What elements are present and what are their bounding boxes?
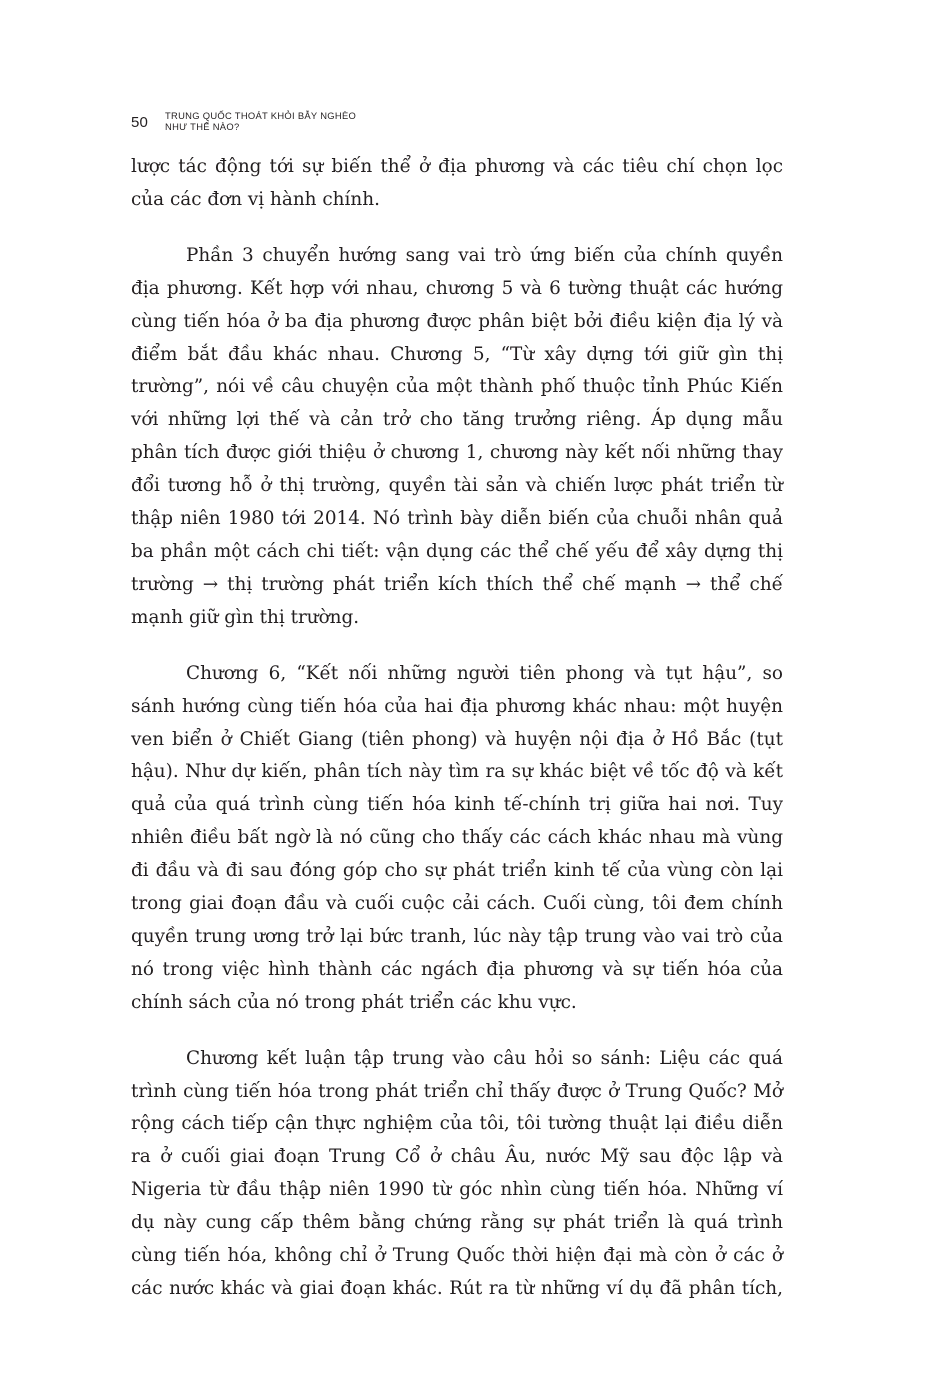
paragraph-continued: lược tác động tới sự biến thể ở địa phương và các tiêu chí chọn lọc của các đơn vị hành chính. bbox=[131, 156, 783, 210]
book-title-line-1: TRUNG QUỐC THOÁT KHỎI BẪY NGHÈO bbox=[165, 110, 357, 121]
book-title-line-2: NHƯ THẾ NÀO? bbox=[165, 121, 240, 132]
book-title bbox=[165, 110, 356, 132]
paragraph-chapter-6: Chương 6, “Kết nối những người tiên phong và tụt hậu”, so sánh hướng cùng tiến hóa của hai địa phương khác nhau: một huyện ven biển ở Chiết Giang (tiên phong) và huyện nội địa ở Hồ Bắc (tụt hậu). Như dự kiến, phân tích này tìm ra sự khác biệt về tốc độ và kết quả của quá trình cùng tiến hóa kinh tế-chính trị giữa hai nơi. Tuy nhiên điều bất ngờ là nó cũng cho thấy các cách khác nhau mà vùng đi đầu và đi sau đóng góp cho sự phát triển kinh tế của vùng còn lại trong giai đoạn đầu và cuối cuộc cải cách. Cuối cùng, tôi đem chính quyền trung ương trở lại bức tranh, lúc này tập trung vào vai trò của nó trong việc hình thành các ngách địa phương và sự tiến hóa của chính sách của nó trong phát triển các khu vực. bbox=[131, 662, 783, 1013]
body-text bbox=[131, 151, 783, 1306]
page-number: 50 bbox=[131, 114, 149, 131]
paragraph-part-3: Phần 3 chuyển hướng sang vai trò ứng biến của chính quyền địa phương. Kết hợp với nhau, chương 5 và 6 tường thuật các hướng cùng tiến hóa ở ba địa phương được phân biệt bởi điều kiện địa lý và điểm bắt đầu khác nhau. Chương 5, “Từ xây dựng tới giữ gìn thị trường”, nói về câu chuyện của một thành phố thuộc tỉnh Phúc Kiến với những lợi thế và cản trở cho tăng trưởng riêng. Áp dụng mẫu phân tích được giới thiệu ở chương 1, chương này kết nối những thay đổi tương hỗ ở thị trường, quyền tài sản và chiến lược phát triển từ thập niên 1980 tới 2014. Nó trình bày diễn biến của chuỗi nhân quả ba phần một cách chi tiết: vận dụng các thể chế yếu để xây dựng thị trường → thị trường phát triển kích thích thể chế mạnh → thể chế mạnh giữ gìn thị trường. bbox=[131, 244, 783, 628]
paragraph-conclusion: Chương kết luận tập trung vào câu hỏi so sánh: Liệu các quá trình cùng tiến hóa trong phát triển chỉ thấy được ở Trung Quốc? Mở rộng cách tiếp cận thực nghiệm của tôi, tôi tường thuật lại điều diễn ra ở cuối giai đoạn Trung Cổ ở châu Âu, nước Mỹ sau độc lập và Nigeria từ đầu thập niên 1990 từ góc nhìn cùng tiến hóa. Những ví dụ này cung cấp thêm bằng chứng rằng sự phát triển là quá trình cùng tiến hóa, không chỉ ở Trung Quốc thời hiện đại mà còn ở các ở các nước khác và giai đoạn khác. Rút ra từ những ví dụ đã phân tích, bbox=[131, 1047, 783, 1299]
